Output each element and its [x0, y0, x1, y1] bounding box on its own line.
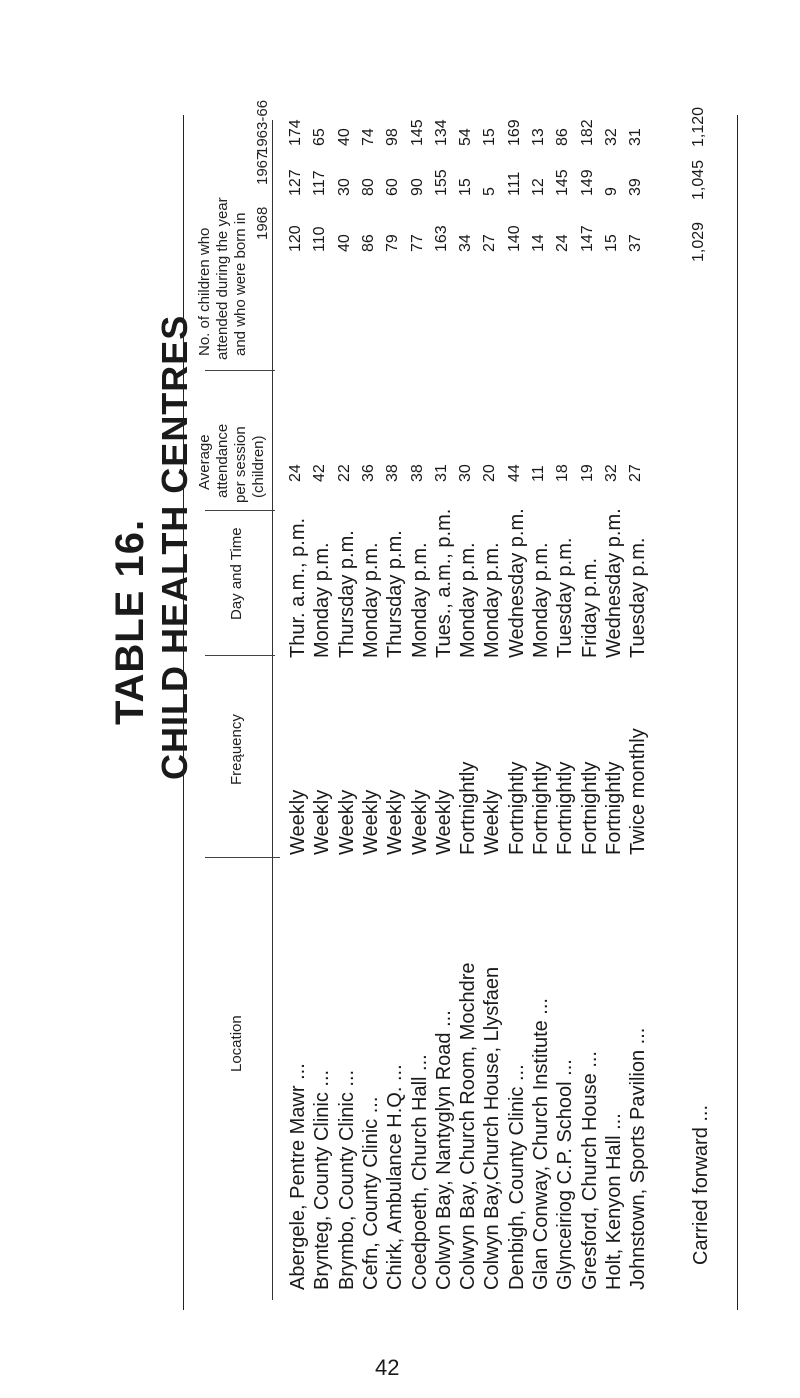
table-subtitle: CHILD HEALTH CENTRES — [154, 314, 195, 780]
header-average-2: attendance — [214, 423, 231, 498]
row-average: 11 — [530, 465, 547, 482]
header-average-3: per session — [232, 426, 249, 503]
row-1967: 145 — [554, 169, 572, 196]
header-separator — [205, 655, 275, 656]
row-frequency: Weekly — [481, 789, 504, 855]
row-1963-66: 134 — [432, 119, 450, 146]
row-day-time: Wednesday p.m. — [602, 508, 625, 658]
row-day-time: Monday p.m. — [311, 542, 334, 658]
row-day-time: Thursday p.m. — [335, 530, 358, 658]
row-1968: 37 — [627, 234, 645, 252]
row-day-time: Monday p.m. — [457, 542, 480, 658]
row-average: 32 — [602, 464, 620, 482]
row-frequency: Fortnightly — [530, 761, 552, 855]
row-1967: 80 — [359, 178, 377, 196]
row-1968: 34 — [457, 234, 475, 252]
row-average: 18 — [554, 464, 572, 482]
carried-1968: 1,029 — [690, 221, 707, 262]
row-1963-66: 13 — [530, 128, 547, 146]
row-day-time: Wednesday p.m. — [505, 508, 528, 658]
carried-1963-66: 1,120 — [690, 106, 707, 147]
row-location: Abergele, Pentre Mawr ... — [287, 1063, 309, 1290]
row-1968: 86 — [359, 234, 377, 252]
header-1968: 1968 — [254, 206, 271, 240]
row-frequency: Fortnightly — [602, 761, 625, 855]
row-1967: 12 — [530, 178, 547, 196]
row-location: Glynceiriog C.P. School ... — [554, 1059, 577, 1290]
table-title: TABLE 16. — [108, 518, 152, 725]
row-frequency: Weekly — [432, 789, 455, 855]
carried-forward-label: Carried forward ... — [690, 1104, 712, 1265]
row-average: 24 — [287, 464, 304, 482]
row-1968: 27 — [481, 234, 499, 252]
row-average: 22 — [335, 464, 353, 482]
row-1967: 127 — [287, 169, 304, 196]
row-1963-66: 31 — [627, 128, 645, 146]
header-children-3: and who were born in — [232, 212, 249, 356]
row-1968: 15 — [602, 234, 620, 252]
header-children-2: attended during the year — [214, 197, 231, 360]
row-average: 31 — [432, 464, 450, 482]
row-day-time: Tuesday p.m. — [627, 537, 650, 658]
row-1963-66: 40 — [335, 128, 353, 146]
header-day-time: Day and Time — [228, 527, 245, 620]
row-location: Colwyn Bay, Nantyglyn Road ... — [432, 1010, 455, 1290]
row-average: 36 — [359, 464, 377, 482]
row-frequency: Weekly — [408, 789, 431, 855]
row-location: Gresford, Church House ... — [578, 1051, 601, 1290]
row-location: Johnstown, Sports Pavilion ... — [627, 1027, 650, 1290]
row-1967: 9 — [602, 187, 620, 196]
row-day-time: Thursday p.m. — [384, 530, 407, 658]
row-1967: 155 — [432, 169, 450, 196]
row-day-time: Monday p.m. — [481, 542, 504, 658]
row-average: 20 — [481, 464, 499, 482]
row-1967: 90 — [408, 178, 426, 196]
row-average: 38 — [408, 464, 426, 482]
row-location: Brymbo, County Clinic ... — [335, 1069, 358, 1290]
row-frequency: Weekly — [359, 789, 382, 855]
row-1963-66: 86 — [554, 128, 572, 146]
row-1963-66: 182 — [578, 119, 596, 146]
row-frequency: Fortnightly — [457, 761, 480, 855]
row-average: 19 — [578, 464, 596, 482]
row-frequency: Weekly — [311, 789, 334, 855]
row-1967: 149 — [578, 169, 596, 196]
header-1967: 1967 — [254, 151, 271, 185]
row-average: 42 — [311, 464, 329, 482]
row-1967: 117 — [311, 170, 329, 196]
row-frequency: Fortnightly — [505, 761, 528, 855]
header-divider — [272, 120, 273, 1300]
row-average: 38 — [384, 464, 402, 482]
row-1967: 30 — [335, 178, 353, 196]
header-1963-66: 1963-66 — [254, 99, 271, 155]
row-1963-66: 174 — [287, 119, 304, 146]
row-frequency: Fortnightly — [554, 761, 577, 855]
row-average: 30 — [457, 464, 475, 482]
row-1968: 77 — [408, 234, 426, 252]
row-1968: 40 — [335, 234, 353, 252]
row-1968: 163 — [432, 225, 450, 252]
row-location: Brynteg, County Clinic ... — [311, 1069, 334, 1290]
row-average: 44 — [505, 464, 523, 482]
row-1963-66: 145 — [408, 119, 426, 146]
row-1963-66: 74 — [359, 128, 377, 146]
row-day-time: Monday p.m. — [408, 542, 431, 658]
row-1963-66: 15 — [481, 128, 499, 146]
header-separator — [205, 510, 275, 511]
row-1967: 60 — [384, 178, 402, 196]
row-frequency: Weekly — [335, 789, 358, 855]
page-number: 42 — [375, 1355, 400, 1380]
row-1963-66: 169 — [505, 119, 523, 146]
row-day-time: Monday p.m. — [359, 542, 382, 658]
row-1968: 140 — [505, 225, 523, 252]
row-1967: 39 — [627, 178, 645, 196]
header-frequency: Freąuency — [228, 714, 245, 785]
row-day-time: Friday p.m. — [578, 557, 601, 658]
row-location: Denbigh, County Clinic ... — [505, 1064, 528, 1290]
row-location: Coedpoeth, Church Hall ... — [408, 1054, 431, 1290]
row-frequency: Twice monthly — [627, 728, 650, 855]
row-1963-66: 98 — [384, 128, 402, 146]
row-location: Glan Conway, Church Institute ... — [530, 998, 552, 1290]
row-location: Colwyn Bay,Church House, Llysfaen — [481, 966, 504, 1290]
row-1968: 120 — [287, 225, 304, 252]
row-day-time: Monday p.m. — [530, 542, 552, 658]
row-location: Cefn, County Clinic ... — [359, 1096, 382, 1290]
row-frequency: Weekly — [384, 789, 407, 855]
header-average-4: (children) — [250, 435, 267, 498]
row-frequency: Weekly — [287, 789, 309, 855]
carried-1967: 1,045 — [690, 159, 707, 200]
row-location: Colwyn Bay, Church Room, Mochdre — [457, 962, 480, 1290]
row-1963-66: 65 — [311, 128, 329, 146]
header-average-1: Average — [196, 434, 213, 490]
row-day-time: Tues., a.m., p.m. — [432, 508, 455, 658]
row-1967: 15 — [457, 178, 475, 196]
row-average: 27 — [627, 464, 645, 482]
row-1968: 110 — [311, 226, 329, 252]
row-location: Holt, Kenyon Hall ... — [602, 1113, 625, 1290]
row-location: Chirk, Ambulance H.Q. ... — [384, 1064, 407, 1290]
header-separator — [205, 370, 275, 371]
header-separator — [205, 857, 280, 858]
row-frequency: Fortnightly — [578, 761, 601, 855]
row-1968: 79 — [384, 234, 402, 252]
row-day-time: Tuesday p.m. — [554, 537, 577, 658]
header-location: Location — [228, 1015, 245, 1072]
row-day-time: Thur. a.m., p.m. — [287, 517, 309, 658]
row-1968: 24 — [554, 234, 572, 252]
row-1963-66: 32 — [602, 128, 620, 146]
row-1967: 5 — [481, 187, 499, 196]
header-children-1: No. of children who — [196, 227, 213, 356]
row-1967: 111 — [505, 171, 523, 196]
row-1968: 14 — [530, 234, 547, 252]
row-1963-66: 54 — [457, 128, 475, 146]
row-1968: 147 — [578, 225, 596, 252]
